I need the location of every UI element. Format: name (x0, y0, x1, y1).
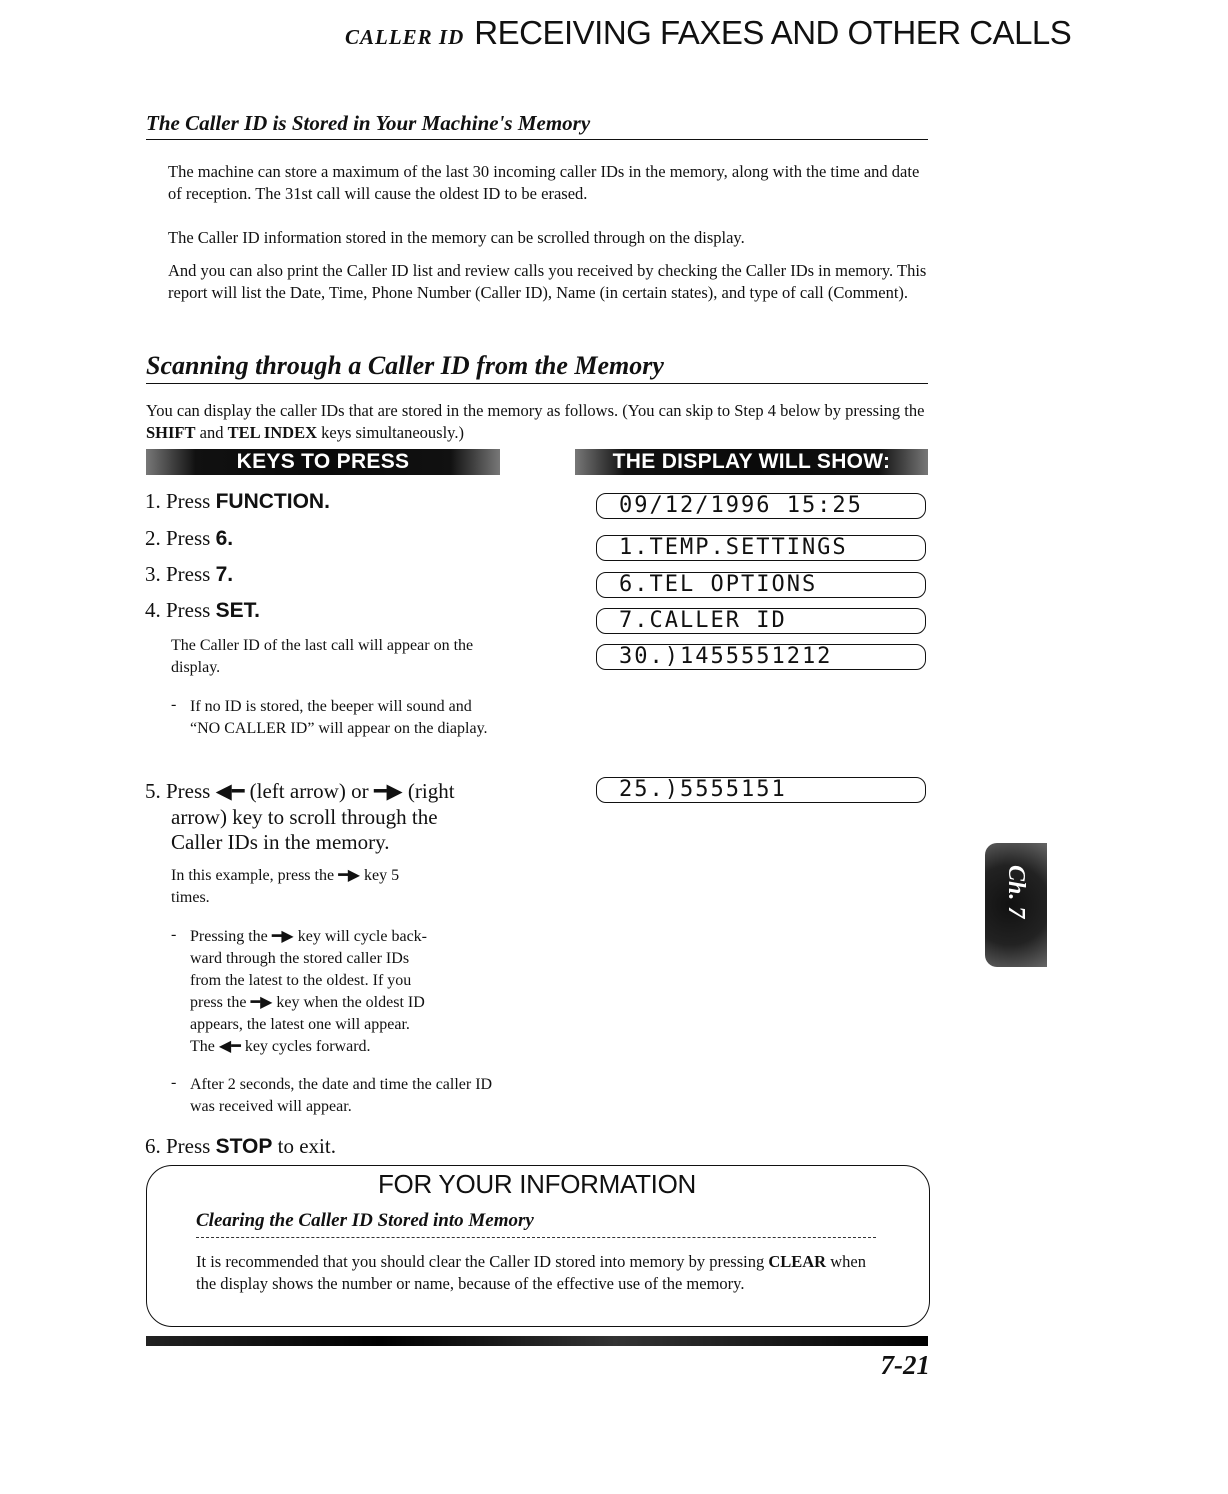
chapter-tab-label: Ch. 7 (1003, 865, 1029, 919)
fyi-rule (196, 1237, 876, 1238)
right-arrow-icon: ━▶ (338, 867, 361, 884)
page-number: 7-21 (880, 1350, 930, 1380)
display-will-show-banner: THE DISPLAY WILL SHOW: (575, 449, 928, 475)
section1-para2: The Caller ID information stored in the memory can be scrolled through on the display. (168, 228, 745, 247)
bottom-bar (146, 1336, 928, 1346)
section2-title: Scanning through a Caller ID from the Memory (146, 351, 664, 380)
step-5-bullet-1: Pressing the ━▶ key will cycle back- ward through the stored caller IDs from the latest to the oldest. If you press the ━▶ key when the oldest ID appears, the latest one will appear. The ◀━ key cycles forward. (190, 928, 427, 1055)
bullet-dash: - (171, 926, 177, 943)
chapter-tab (985, 843, 1047, 967)
section1-para3: And you can also print the Caller ID list and review calls you received by checking the Caller IDs in memory. This report will list the Date, Time, Phone Number (Caller ID), Name (in certain states), and type of call (Comment). (168, 261, 927, 302)
step-2: 2. Press 6. (145, 526, 234, 550)
header-title: RECEIVING FAXES AND OTHER CALLS (474, 14, 1072, 51)
section1-title: The Caller ID is Stored in Your Machine's Memory (146, 111, 591, 135)
keys-to-press-banner: KEYS TO PRESS (146, 449, 500, 475)
header-prefix: CALLER ID (345, 25, 465, 49)
fyi-text: It is recommended that you should clear the Caller ID stored into memory by pressing CLEAR when the display shows the number or name, because of the effective use of the memory. (196, 1252, 866, 1293)
section1-para1: The machine can store a maximum of the last 30 incoming caller IDs in the memory, along with the time and date of reception. The 31st call will cause the oldest ID to be erased. (168, 162, 920, 203)
step-5-line3: Caller IDs in the memory. (171, 830, 390, 854)
section2-intro: You can display the caller IDs that are stored in the memory as follows. (You can skip to Step 4 below by pressing the SHIFT and TEL INDEX keys simultaneously.) (146, 401, 925, 442)
step-6: 6. Press STOP to exit. (145, 1134, 336, 1158)
section2-rule (146, 383, 928, 384)
step-3: 3. Press 7. (145, 562, 234, 586)
step-5: 5. Press ◀━ (left arrow) or ━▶ (right (145, 779, 455, 803)
left-arrow-icon: ◀━ (218, 1038, 241, 1055)
lcd-display-tel-options: 6.TEL OPTIONS (596, 572, 926, 598)
step-1: 1. Press FUNCTION. (145, 489, 330, 513)
bullet-dash: - (171, 696, 177, 713)
right-arrow-icon: ━▶ (271, 928, 294, 945)
page-header (345, 14, 1072, 52)
section1-rule (146, 139, 928, 140)
left-arrow-icon: ◀━ (215, 779, 245, 803)
lcd-display-last-call: 30.)1455551212 (596, 644, 926, 670)
step-4-bullet: If no ID is stored, the beeper will sound and “NO CALLER ID” will appear on the diaplay. (190, 698, 488, 737)
fyi-subtitle: Clearing the Caller ID Stored into Memory (196, 1210, 534, 1231)
lcd-display-temp-settings: 1.TEMP.SETTINGS (596, 535, 926, 561)
right-arrow-icon: ━▶ (373, 779, 403, 803)
step-4-note: The Caller ID of the last call will appear on the display. (171, 637, 474, 676)
step-5-note: In this example, press the ━▶ key 5 times. (171, 867, 400, 906)
step-5-bullet-2: After 2 seconds, the date and time the caller ID was received will appear. (190, 1076, 493, 1115)
right-arrow-icon: ━▶ (250, 994, 273, 1011)
fyi-title: FOR YOUR INFORMATION (377, 1169, 697, 1199)
step-5-line2: arrow) key to scroll through the (171, 805, 438, 829)
lcd-display-date: 09/12/1996 15:25 (596, 493, 926, 519)
bullet-dash: - (171, 1074, 177, 1091)
lcd-display-caller-id: 7.CALLER ID (596, 608, 926, 634)
step-4: 4. Press SET. (145, 598, 260, 622)
lcd-display-scrolled-call: 25.)5555151 (596, 777, 926, 803)
